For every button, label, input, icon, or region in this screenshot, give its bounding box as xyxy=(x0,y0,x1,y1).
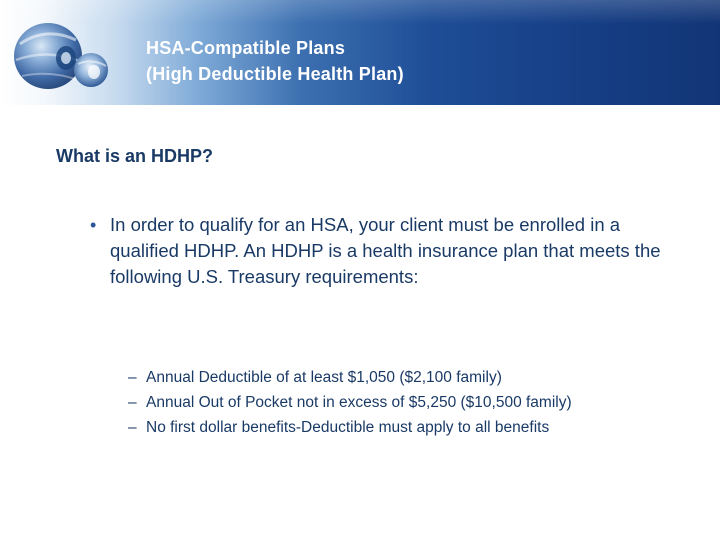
slide-title xyxy=(146,35,404,87)
list-item-text: Annual Out of Pocket not in excess of $5,250 ($10,500 family) xyxy=(146,394,572,411)
header-band xyxy=(0,0,720,105)
list-item xyxy=(128,368,688,388)
dash-marker: – xyxy=(128,369,137,386)
list-item-text: Annual Deductible of at least $1,050 ($2,100 family) xyxy=(146,369,502,386)
dash-marker: – xyxy=(128,394,137,411)
dash-marker: – xyxy=(128,419,137,436)
requirements-list xyxy=(128,368,688,443)
slide-title-line-2: (High Deductible Health Plan) xyxy=(146,64,404,84)
slide-title-line-1: HSA-Compatible Plans xyxy=(146,38,346,58)
list-item xyxy=(128,393,688,413)
globe-logo-icon xyxy=(6,14,116,100)
bullet-marker: • xyxy=(90,215,97,235)
main-bullet xyxy=(90,212,690,290)
list-item xyxy=(128,418,688,438)
list-item-text: No first dollar benefits-Deductible must apply to all benefits xyxy=(146,419,550,436)
main-bullet-text: In order to qualify for an HSA, your client must be enrolled in a qualified HDHP. An HDHP is a health insurance plan that meets the following U.S. Treasury requirements: xyxy=(110,214,661,287)
subheading: What is an HDHP? xyxy=(56,146,214,166)
